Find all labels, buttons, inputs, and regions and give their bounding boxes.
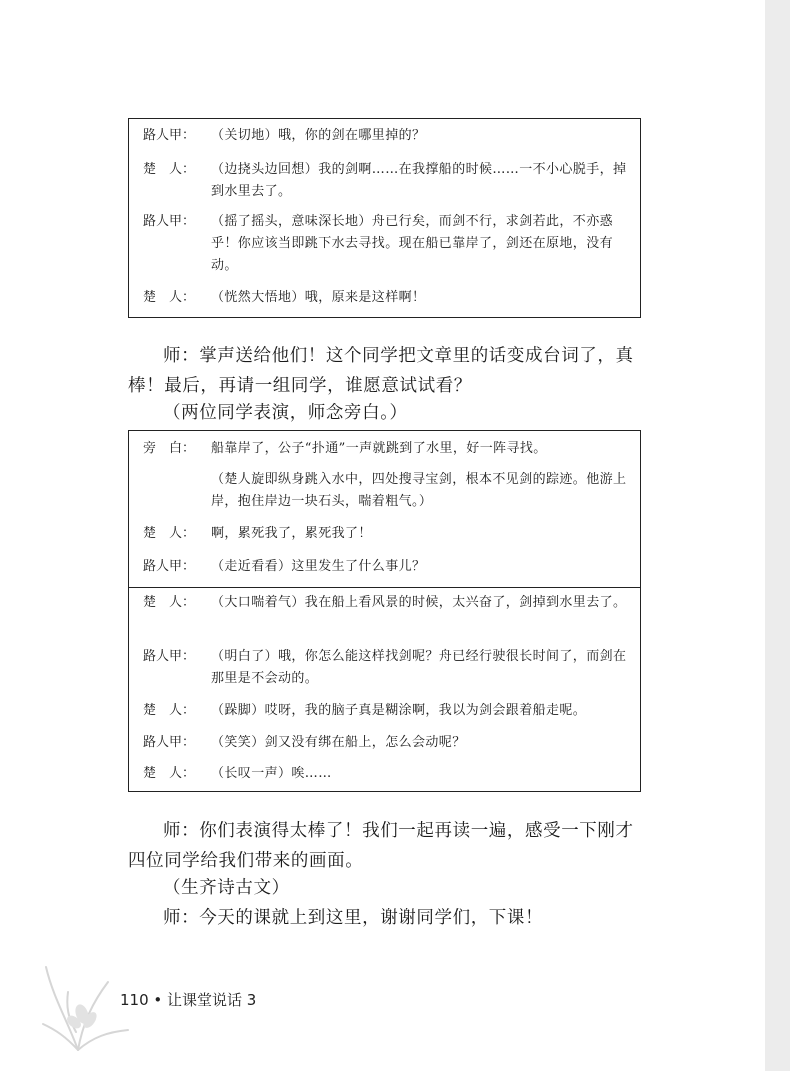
dialogue-text: 啊，累死我了，累死我了！	[211, 526, 372, 541]
speaker-label: 楚 人：	[143, 595, 196, 610]
dialogue-text: （大口喘着气）我在船上看风景的时候，太兴奋了，剑掉到水里去了。	[211, 595, 627, 610]
dialogue-text: （笑笑）剑又没有绑在船上，怎么会动呢？	[211, 735, 466, 750]
speaker-label: 旁 白：	[143, 441, 196, 456]
page-edge-strip	[765, 0, 790, 1071]
dialogue-text: （恍然大悟地）哦，原来是这样啊！	[211, 290, 426, 305]
dialogue-text: 船靠岸了，公子“扑通”一声就跳到了水里，好一阵寻找。	[211, 441, 547, 456]
speaker-label: 楚 人：	[143, 290, 196, 305]
dialogue-text: （长叹一声）唉……	[211, 766, 332, 781]
teacher-paragraph: 师：掌声送给他们！这个同学把文章里的话变成台词了，真棒！最后，再请一组同学，谁愿意试试看？	[128, 346, 634, 396]
speaker-label: 楚 人：	[143, 703, 196, 718]
dialogue-text: （关切地）哦，你的剑在哪里掉的？	[211, 128, 426, 143]
speaker-label: 楚 人：	[143, 766, 196, 781]
script-box-1	[128, 118, 641, 318]
script-box-2	[128, 430, 641, 792]
speaker-label: 路人甲：	[143, 649, 196, 664]
speaker-label: 路人甲：	[143, 559, 196, 574]
scene-divider	[129, 587, 640, 588]
dialogue-text: （边挠头边回想）我的剑啊……在我撑船的时候……一不小心脱手，掉到水里去了。	[211, 162, 627, 199]
stage-note-text: （楚人旋即纵身跳入水中，四处搜寻宝剑，根本不见剑的踪迹。他游上岸，抱住岸边一块石头，喘着粗气。）	[211, 472, 627, 509]
speaker-label: 楚 人：	[143, 526, 196, 541]
page-footer: 110 • 让课堂说话 3	[120, 991, 257, 1009]
dialogue-text: （明白了）哦，你怎么能这样找剑呢？舟已经行驶很长时间了，而剑在那里是不会动的。	[211, 649, 627, 686]
teacher-paragraph: 师：你们表演得太棒了！我们一起再读一遍，感受一下刚才四位同学给我们带来的画面。	[128, 821, 634, 871]
speaker-label: 路人甲：	[143, 735, 196, 750]
dialogue-text: （走近看看）这里发生了什么事儿？	[211, 559, 426, 574]
stage-direction: （两位同学表演，师念旁白。）	[163, 403, 408, 423]
stage-direction: （生齐诗古文）	[163, 878, 290, 898]
orchid-decoration-icon	[38, 962, 133, 1052]
speaker-label: 楚 人：	[143, 162, 196, 177]
speaker-label: 路人甲：	[143, 128, 196, 143]
dialogue-text: （跺脚）哎呀，我的脑子真是糊涂啊，我以为剑会跟着船走呢。	[211, 703, 587, 718]
speaker-label: 路人甲：	[143, 214, 196, 229]
teacher-paragraph: 师：今天的课就上到这里，谢谢同学们，下课！	[163, 908, 544, 928]
dialogue-text: （摇了摇头，意味深长地）舟已行矣，而剑不行，求剑若此，不亦惑乎！你应该当即跳下水去寻找。现在船已靠岸了，剑还在原地，没有动。	[211, 214, 614, 273]
